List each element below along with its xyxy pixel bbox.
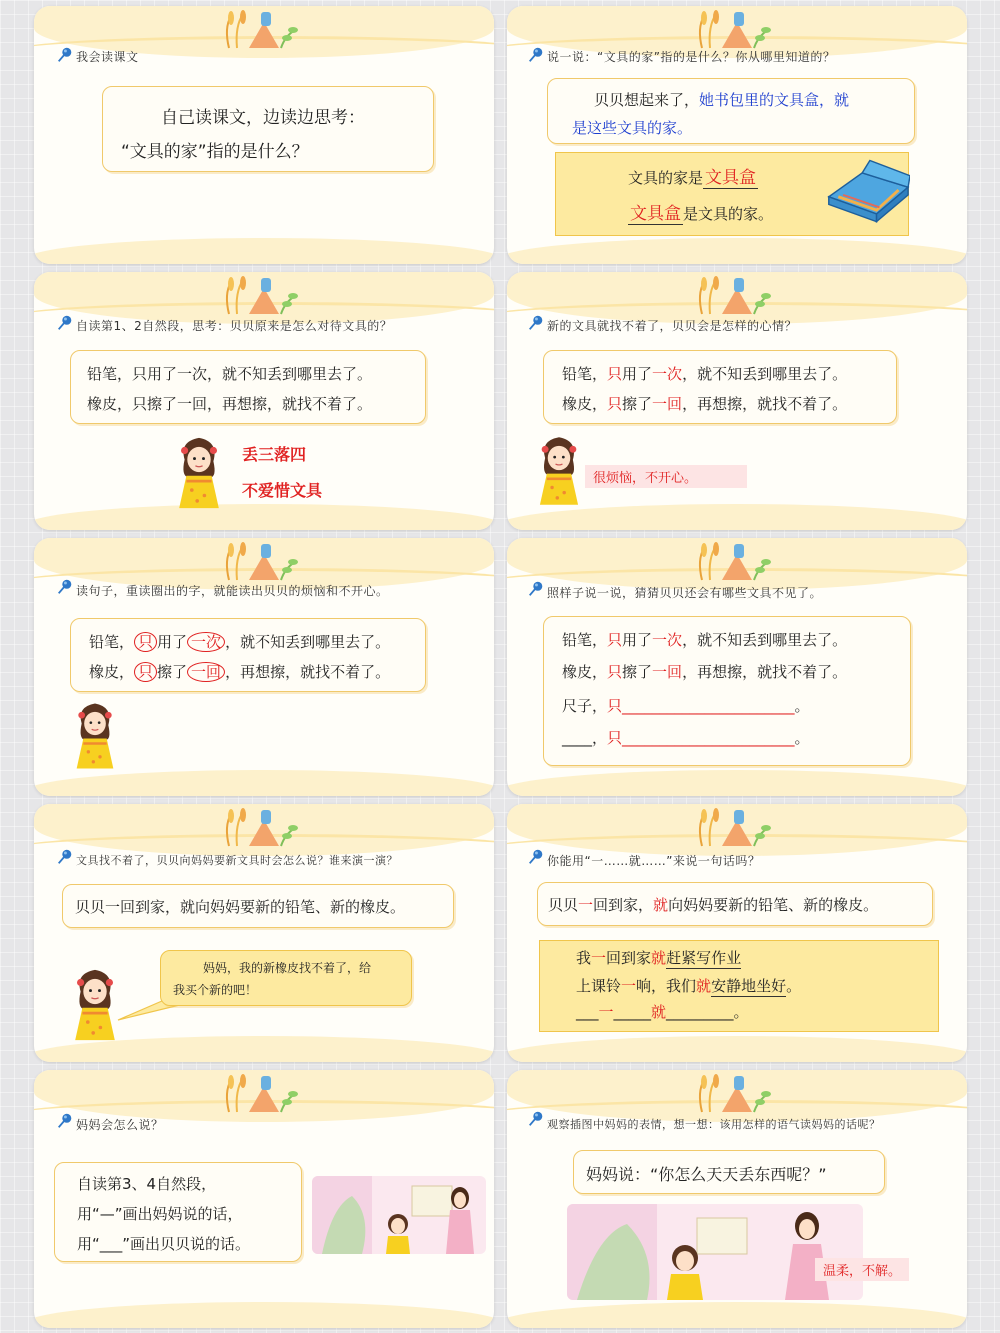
pushpin-icon <box>527 848 545 866</box>
slide-title: 观察插图中妈妈的表情，想一想：该用怎样的语气读妈妈的话呢？ <box>547 1118 881 1131</box>
highlight-word: 就 <box>651 949 667 967</box>
seg: 回到家， <box>593 896 654 914</box>
seg: 铅笔， <box>562 631 608 649</box>
pushpin-icon <box>527 1110 545 1128</box>
bubble-line-2: 我买个新的吧！ <box>173 983 258 997</box>
circled-word: 只 <box>134 632 157 652</box>
highlight-word: 就 <box>651 1003 667 1021</box>
seg: 铅笔， <box>562 365 608 383</box>
sentence-box <box>62 884 454 928</box>
circled-word: 一回 <box>187 662 225 682</box>
seg: 尺子， <box>562 697 608 715</box>
slide-title: 读句子，重读圈出的字，就能读出贝贝的烦恼和不开心。 <box>76 584 389 598</box>
sentence-box <box>70 618 426 692</box>
circled-word: 只 <box>134 662 157 682</box>
sentence-line-1 <box>562 629 847 650</box>
seg: 橡皮， <box>562 663 608 681</box>
slide-10[interactable] <box>507 1070 967 1328</box>
slide-title: 我会读课文 <box>76 50 139 64</box>
slide-title: 说一说：“文具的家”指的是什么？你从哪里知道的？ <box>547 50 836 64</box>
slide-title: 文具找不着了，贝贝向妈妈要新文具时会怎么说？谁来演一演？ <box>76 854 398 867</box>
highlight-word: 一 <box>598 1003 614 1021</box>
seg: 擦了 <box>622 395 653 413</box>
seg: 响，我们 <box>636 977 697 995</box>
slide-7[interactable] <box>34 804 494 1062</box>
slide-4[interactable] <box>507 272 967 530</box>
sentence-box <box>543 350 897 424</box>
pushpin-icon <box>56 848 74 866</box>
seg: 。 <box>786 977 802 995</box>
story-illustration <box>567 1204 863 1300</box>
pushpin-icon <box>56 314 74 332</box>
seg: 铅笔， <box>89 633 135 651</box>
wheat-decoration-icon <box>682 274 792 318</box>
slide-title: 照样子说一说，猜猜贝贝还会有哪些文具不见了。 <box>547 586 823 600</box>
speech-bubble <box>160 950 412 1006</box>
seg: 擦了 <box>622 663 653 681</box>
slide-2[interactable] <box>507 6 967 264</box>
answer-label: 很烦恼，不开心。 <box>585 465 747 488</box>
seg: ，再想擦，就找不着了。 <box>225 663 391 681</box>
mother-quote: 妈妈说：“你怎么天天丢东西呢？” <box>586 1165 827 1184</box>
pencil-box-icon <box>824 157 910 227</box>
pushpin-icon <box>527 46 545 64</box>
blank: ____， <box>562 729 608 747</box>
mother-daughter-scene-icon <box>567 1204 863 1300</box>
example-sentence <box>548 894 878 915</box>
sentence-box <box>543 616 911 766</box>
seg: 擦了 <box>157 663 188 681</box>
highlight-word: 只 <box>607 663 623 681</box>
wheat-decoration-icon <box>209 806 319 850</box>
fill-line-2-text: 是文具的家。 <box>683 205 774 223</box>
wheat-decoration-icon <box>209 1072 319 1116</box>
quote-part-a: 贝贝想起来了， <box>594 91 700 109</box>
girl-beibei-icon <box>533 432 585 510</box>
highlight-word: 就 <box>696 977 712 995</box>
seg: 上课铃 <box>576 977 622 995</box>
seg: 。 <box>733 1003 749 1021</box>
slide-8[interactable] <box>507 804 967 1062</box>
highlight-word: 只 <box>607 697 623 715</box>
fill-line-2 <box>628 199 773 225</box>
filled-blank: 安静地坐好 <box>711 977 787 995</box>
fill-answer-1: 文具盒 <box>703 163 758 189</box>
answer-2: 不爱惜文具 <box>242 481 323 500</box>
quote-line-1 <box>594 89 849 110</box>
quote-line-2: 是这些文具的家。 <box>572 119 693 137</box>
highlight-word: 一次 <box>652 631 683 649</box>
pushpin-icon <box>56 46 74 64</box>
pushpin-icon <box>527 314 545 332</box>
seg: 橡皮， <box>89 663 135 681</box>
highlight-word: 一次 <box>652 365 683 383</box>
seg: 橡皮， <box>562 395 608 413</box>
seg: 用了 <box>622 365 653 383</box>
wheat-decoration-icon <box>209 8 319 52</box>
slide-6[interactable] <box>507 538 967 796</box>
answer-1: 丢三落四 <box>242 445 307 464</box>
blank: _________ <box>666 1003 734 1021</box>
highlight-word: 就 <box>653 896 669 914</box>
slide-title: 妈妈会怎么说？ <box>76 1118 164 1132</box>
fill-line-1 <box>628 163 758 189</box>
sentence: 贝贝一回到家，就向妈妈要新的铅笔、新的橡皮。 <box>75 898 406 916</box>
seg: 用了 <box>157 633 188 651</box>
seg: ，就不知丢到哪里去了。 <box>225 633 391 651</box>
quote-box <box>547 78 915 144</box>
highlight-word: 一 <box>591 949 607 967</box>
prompt-box <box>102 86 434 172</box>
filled-blank: 赶紧写作业 <box>666 949 742 967</box>
sentence-line-2 <box>562 393 847 414</box>
circled-word: 一次 <box>187 632 225 652</box>
bubble-line-1: 妈妈，我的新橡皮找不着了，给 <box>203 961 372 975</box>
highlight-word: 一 <box>578 896 594 914</box>
pushpin-icon <box>527 580 545 598</box>
sentence-line-3 <box>562 695 810 716</box>
blank: ___ <box>576 1003 599 1021</box>
quote-box <box>573 1150 885 1194</box>
pushpin-icon <box>56 1112 74 1130</box>
blank: _______________________ <box>622 697 795 715</box>
seg: 回到家 <box>606 949 652 967</box>
wheat-decoration-icon <box>209 540 319 584</box>
seg: ，就不知丢到哪里去了。 <box>682 365 848 383</box>
seg: ，再想擦，就找不着了。 <box>682 663 848 681</box>
practice-box <box>539 940 939 1032</box>
highlight-word: 一回 <box>652 663 683 681</box>
prompt-line-2: “文具的家”指的是什么？ <box>121 142 309 162</box>
prompt-line-1: 自己读课文，边读边思考： <box>161 108 365 128</box>
sentence-line-1 <box>89 631 390 652</box>
seg: 。 <box>794 729 810 747</box>
wheat-decoration-icon <box>682 806 792 850</box>
quote-part-b: 她书包里的文具盒，就 <box>699 91 850 109</box>
highlight-word: 只 <box>607 365 623 383</box>
sentence-line-2: 橡皮，只擦了一回，再想擦，就找不着了。 <box>87 395 373 413</box>
sentence-line-1: 铅笔，只用了一次，就不知丢到哪里去了。 <box>87 365 373 383</box>
seg: 用了 <box>622 631 653 649</box>
practice-line-1 <box>576 947 741 969</box>
highlight-word: 一回 <box>652 395 683 413</box>
practice-line-3 <box>576 1001 749 1022</box>
practice-line-2 <box>576 975 801 997</box>
fill-answer-2: 文具盒 <box>628 199 683 225</box>
answer-label: 温柔，不解。 <box>815 1258 909 1281</box>
instruction-line-1: 自读第3、4自然段， <box>77 1175 217 1193</box>
instruction-box <box>54 1162 302 1262</box>
instruction-line-3: 用“___”画出贝贝说的话。 <box>77 1235 251 1253</box>
wheat-decoration-icon <box>682 1072 792 1116</box>
slide-title: 自读第1、2自然段，思考：贝贝原来是怎么对待文具的？ <box>76 319 393 333</box>
slide-title: 新的文具就找不着了，贝贝会是怎样的心情？ <box>547 319 798 333</box>
highlight-word: 只 <box>607 395 623 413</box>
sentence-line-1 <box>562 363 847 384</box>
highlight-word: 一 <box>621 977 637 995</box>
fill-in-box <box>555 152 909 236</box>
seg: 我 <box>576 949 592 967</box>
wheat-decoration-icon <box>209 274 319 318</box>
slide-3[interactable] <box>34 272 494 530</box>
sentence-line-2 <box>89 661 390 682</box>
highlight-word: 只 <box>607 631 623 649</box>
sentence-line-4 <box>562 727 810 748</box>
girl-beibei-icon <box>70 698 120 774</box>
girl-beibei-icon <box>172 432 226 514</box>
story-illustration <box>312 1176 486 1254</box>
mother-daughter-scene-icon <box>312 1176 486 1254</box>
slide-title: 你能用“一……就……”来说一句话吗？ <box>547 854 761 868</box>
fill-line-1-text: 文具的家是 <box>628 169 704 187</box>
seg: 贝贝 <box>548 896 579 914</box>
seg: ，再想擦，就找不着了。 <box>682 395 848 413</box>
highlight-word: 只 <box>607 729 623 747</box>
sentence-box <box>70 350 426 424</box>
blank: _____ <box>613 1003 652 1021</box>
slide-9[interactable] <box>34 1070 494 1328</box>
pushpin-icon <box>56 578 74 596</box>
sentence-line-2 <box>562 661 847 682</box>
blank: _______________________ <box>622 729 795 747</box>
wheat-decoration-icon <box>682 8 792 52</box>
example-box <box>537 882 933 926</box>
seg: ，就不知丢到哪里去了。 <box>682 631 848 649</box>
slide-1[interactable] <box>34 6 494 264</box>
slide-5[interactable] <box>34 538 494 796</box>
seg: 向妈妈要新的铅笔、新的橡皮。 <box>668 896 879 914</box>
seg: 。 <box>794 697 810 715</box>
instruction-line-2: 用“—”画出妈妈说的话， <box>77 1205 243 1223</box>
wheat-decoration-icon <box>682 540 792 584</box>
